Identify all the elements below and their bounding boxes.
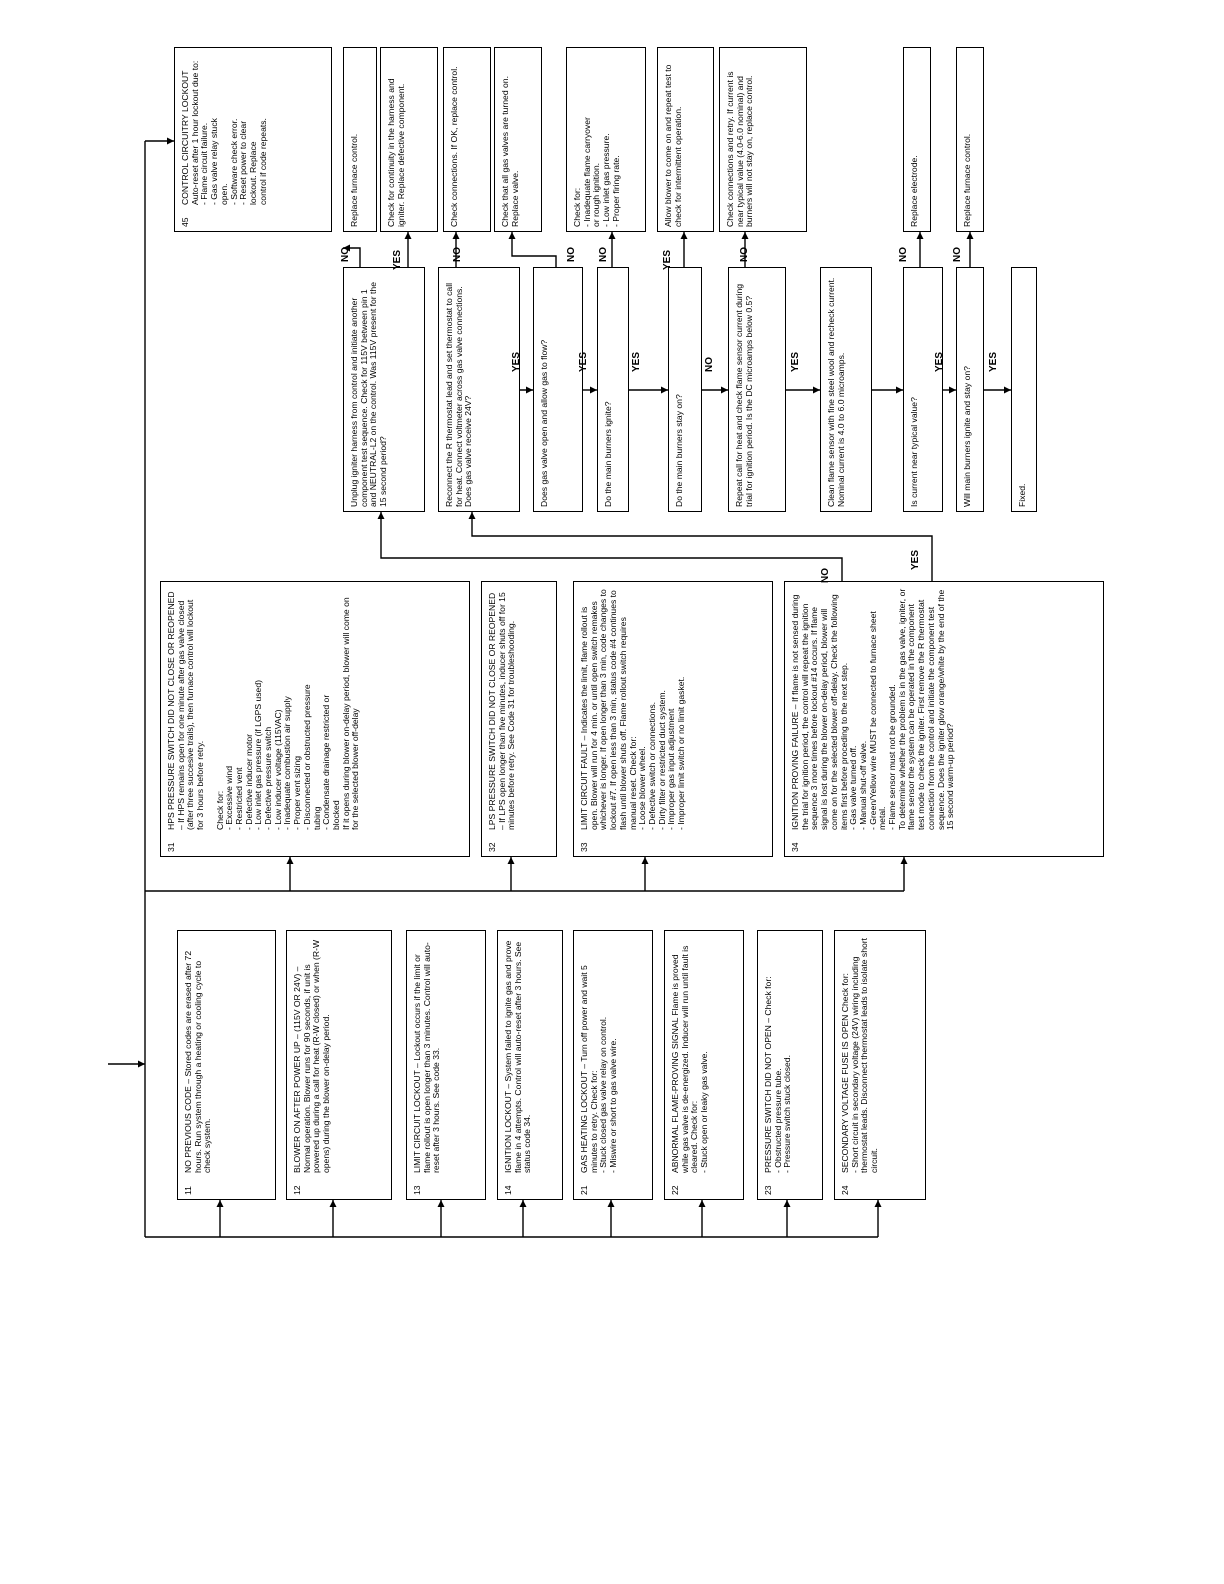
yes-label: YES xyxy=(790,351,801,372)
arrowhead xyxy=(167,138,174,145)
status-code-11-box xyxy=(177,930,276,1200)
connector-line-13 xyxy=(381,512,842,581)
diagnostic-step-3-box xyxy=(533,267,583,512)
arrowhead xyxy=(405,232,412,239)
status-code-22-box xyxy=(664,930,744,1200)
action-text: Replace furnace control. xyxy=(349,133,359,227)
box-content xyxy=(344,268,425,512)
diagnostic-step-10-box xyxy=(1011,267,1037,512)
action-text: Replace furnace control. xyxy=(962,133,972,227)
yes-label: YES xyxy=(662,249,673,270)
arrowhead xyxy=(608,1200,615,1207)
status-code-32-box xyxy=(481,581,557,857)
action-5-box xyxy=(566,47,646,232)
status-code-number: 12 xyxy=(292,1185,302,1195)
arrowhead xyxy=(330,1200,337,1207)
no-label: NO xyxy=(452,247,463,262)
box-content xyxy=(904,268,943,512)
status-code-description: CONTROL CIRCUITRY LOCKOUT Auto-reset after 1 hour lockout due to: - Flame circuit failure. - Gas valve relay stuck open. - Software check error. - Reset power to clear lockout. Replace control if code repeats. xyxy=(180,60,268,205)
status-code-45-box xyxy=(174,47,332,232)
box-content xyxy=(729,268,786,512)
diagnostic-step-4-box xyxy=(597,267,629,512)
arrowhead xyxy=(520,1200,527,1207)
step-question: Reconnect the R thermostat lead and set thermostat to call for heat. Connect voltmeter across gas valve connections. Does gas valve receive 24V? xyxy=(444,282,474,507)
action-text: Check connections and retry. If current is near typical value (4.0-6.0 nominal) and burners will not stay on, replace control. xyxy=(725,71,755,227)
box-content xyxy=(498,931,563,1200)
no-label: NO xyxy=(704,357,715,372)
yes-label: YES xyxy=(988,351,999,372)
status-code-number: 32 xyxy=(487,842,497,852)
arrowhead xyxy=(453,232,460,239)
status-code-33-box xyxy=(573,581,773,857)
status-code-number: 11 xyxy=(183,1186,193,1195)
action-text: Check that all gas valves are turned on. Replace valve. xyxy=(500,76,520,227)
status-code-description: PRESSURE SWITCH DID NOT OPEN – Check for: - Obstructed pressure tube. - Pressure switch stuck closed. xyxy=(763,976,793,1173)
connector-line-14 xyxy=(472,512,932,581)
box-content xyxy=(720,48,807,232)
status-code-description: IGNITION LOCKOUT – System failed to ignite gas and prove flame in 4 attempts. Control will auto-reset after 3 hours. See status code 34. xyxy=(503,940,533,1173)
arrowhead xyxy=(509,232,516,239)
action-2-box xyxy=(380,47,438,232)
box-content xyxy=(658,48,714,232)
no-label: NO xyxy=(598,247,609,262)
diagnostic-step-1-box xyxy=(343,267,425,512)
box-content xyxy=(161,582,470,857)
action-text: Allow blower to come on and repeat test to check for intermittent operation. xyxy=(663,64,683,227)
arrowhead xyxy=(949,387,956,394)
box-content xyxy=(344,48,377,232)
arrowhead xyxy=(138,1061,145,1068)
status-code-number: 14 xyxy=(503,1185,513,1195)
arrowhead xyxy=(813,387,820,394)
status-code-description: SECONDARY VOLTAGE FUSE IS OPEN Check for: - Short circuit in secondary voltage (24V) wiring including thermostat leads. Disconnect thermostat leads to isolate short circuit. xyxy=(840,937,880,1173)
box-content xyxy=(665,931,744,1200)
status-code-description: LIMIT CIRCUIT LOCKOUT – Lockout occurs if the limit or flame rollout is open longer than 3 minutes. Control will auto-reset after 3 hours. See code 33. xyxy=(412,942,442,1173)
status-code-description: IGNITION PROVING FAILURE – If flame is not sensed during the trial for ignition period, the control will repeat the ignition sequence 3 more times before lockout #14 occurs. If flame signal is lost during the blower on-delay period, blower will come on for the selected blower off-delay. Check the following items first before proceding to the next step. - Gas valve turned off. - Manual shut-off valve. - Green/Yellow wire MUST be connected to furnace sheet metal. - Flame sensor must not be grounded. To determine whether the problem is in the gas valve, igniter, or flame sensor the system can be operated in the component test mode to check the igniter. First remove the R thermostat connection from the control and initiate the component test sequence. Does the igniter glow orange/white by the end of the 15 second warm-up period? xyxy=(790,588,956,830)
status-code-number: 23 xyxy=(763,1185,773,1195)
box-content xyxy=(957,48,984,232)
step-question: Clean flame sensor with fine steel wool and recheck current. Nominal current is 4.0 to 6.0 microamps. xyxy=(826,277,846,507)
step-question: Do the main burners ignite? xyxy=(603,401,613,507)
status-code-23-box xyxy=(757,930,823,1200)
box-content xyxy=(482,582,557,857)
box-content xyxy=(439,268,520,512)
box-content xyxy=(567,48,646,232)
arrowhead xyxy=(721,387,728,394)
arrowhead xyxy=(508,857,515,864)
arrowhead xyxy=(784,1200,791,1207)
box-content xyxy=(534,268,583,512)
box-content xyxy=(495,48,542,232)
yes-label: YES xyxy=(910,549,921,570)
box-content xyxy=(785,582,1104,857)
step-question: Is current near typical value? xyxy=(909,397,919,507)
box-content xyxy=(381,48,438,232)
arrowhead xyxy=(378,512,385,519)
no-label: NO xyxy=(820,568,831,583)
status-code-description: GAS HEATING LOCKOUT – Turn off power and wait 5 minutes to retry. Check for: - Stuck closed gas valve relay on control. - Miswire or short to gas valve wire. xyxy=(579,965,619,1173)
status-code-number: 31 xyxy=(166,842,176,852)
step-question: Will main burners ignite and stay on? xyxy=(962,366,972,507)
status-code-description: LPS PRESSURE SWITCH DID NOT CLOSE OR REOPENED – If LPS open longer than five minutes, inducer shuts off for 15 minutes before retry. See Code 31 for troubleshooding. xyxy=(487,592,517,830)
yes-label: YES xyxy=(578,351,589,372)
action-6-box xyxy=(657,47,714,232)
action-text: Check for continuity in the harness and igniter. Replace defective component. xyxy=(386,78,406,227)
arrowhead xyxy=(526,387,533,394)
step-question: Do the main burners stay on? xyxy=(674,394,684,507)
no-label: NO xyxy=(566,247,577,262)
arrowhead xyxy=(917,232,924,239)
arrowhead xyxy=(699,1200,706,1207)
arrowhead xyxy=(742,232,749,239)
box-content xyxy=(835,931,926,1200)
diagnostic-step-6-box xyxy=(728,267,786,512)
action-8-box xyxy=(903,47,931,232)
arrowhead xyxy=(642,857,649,864)
box-content xyxy=(669,268,702,512)
step-question: Does gas valve open and allow gas to flow? xyxy=(539,339,549,507)
step-question: Unplug igniter harness from control and initiate another component test sequence. Check for 115V between pin 1 and NEUTRAL-L2 on the control. Was 115V present for the 15 second period? xyxy=(349,282,389,507)
status-code-number: 24 xyxy=(840,1185,850,1195)
box-content xyxy=(178,931,276,1200)
no-label: NO xyxy=(952,247,963,262)
step-question: Repeat call for heat and check flame sensor current during trial for ignition period. Is the DC microamps below 0.5? xyxy=(734,283,754,507)
arrowhead xyxy=(661,387,668,394)
yes-label: YES xyxy=(511,351,522,372)
action-1-box xyxy=(343,47,377,232)
status-code-31-box xyxy=(160,581,470,857)
box-content xyxy=(287,931,392,1200)
arrowhead xyxy=(217,1200,224,1207)
box-content xyxy=(574,931,653,1200)
status-code-12-box xyxy=(286,930,392,1200)
status-code-number: 33 xyxy=(579,842,589,852)
arrowhead xyxy=(901,857,908,864)
box-content xyxy=(407,931,486,1200)
action-9-box xyxy=(956,47,984,232)
arrowhead xyxy=(287,857,294,864)
diagnostic-step-7-box xyxy=(820,267,872,512)
box-content xyxy=(444,48,491,232)
arrowhead xyxy=(896,387,903,394)
box-content xyxy=(1012,268,1037,512)
action-text: Check connections. If OK, replace control. xyxy=(449,66,459,227)
status-code-13-box xyxy=(406,930,486,1200)
yes-label: YES xyxy=(392,249,403,270)
arrowhead xyxy=(609,232,616,239)
box-content xyxy=(175,48,332,232)
yes-label: YES xyxy=(631,351,642,372)
no-label: NO xyxy=(898,247,909,262)
status-code-number: 21 xyxy=(579,1185,589,1195)
status-code-24-box xyxy=(834,930,926,1200)
action-3-box xyxy=(443,47,491,232)
arrowhead xyxy=(681,232,688,239)
diagnostic-step-2-box xyxy=(438,267,520,512)
status-code-description: BLOWER ON AFTER POWER UP – (115V OR 24V) – Normal operation. Blower runs for 90 seconds, if unit is powered up during a call for heat (R-W closed) or when (R-W opens) during the blower on-delay period. xyxy=(292,939,332,1173)
box-content xyxy=(904,48,931,232)
action-text: Replace electrode. xyxy=(909,155,919,227)
action-4-box xyxy=(494,47,542,232)
arrowhead xyxy=(438,1200,445,1207)
diagnostic-step-5-box xyxy=(668,267,702,512)
step-question: Fixed. xyxy=(1017,483,1027,507)
box-content xyxy=(957,268,984,512)
no-label: NO xyxy=(340,247,351,262)
status-code-number: 13 xyxy=(412,1185,422,1195)
arrowhead xyxy=(590,387,597,394)
box-content xyxy=(598,268,629,512)
status-code-number: 45 xyxy=(180,217,190,227)
diagnostic-step-9-box xyxy=(956,267,984,512)
status-code-number: 34 xyxy=(790,842,800,852)
status-code-number: 22 xyxy=(670,1185,680,1195)
no-label: NO xyxy=(739,247,750,262)
status-code-description: HPS PRESSURE SWITCH DID NOT CLOSE OR REOPENED – If HPS remains open for one minute after gas valve closed (after three succesive trails), then furnace control will lockout for 3 hours before retry. Check for: - Excessive wind - Restricted vent - Defective inducer motor - Low inlet gas pressure (if LGPS used) - Defective pressure switch - Low inducer voltage (115VAC) - Inadequate combustion air supply - Proper vent sizing - Disconnected or obstructed pressure tubing - Condensate drainage restricted or blocked If it opens during blower on-delay period, blower will come on for the selected blower off-delay xyxy=(166,591,361,830)
box-content xyxy=(758,931,823,1200)
status-code-34-box xyxy=(784,581,1104,857)
box-content xyxy=(574,582,773,857)
arrowhead xyxy=(1004,387,1011,394)
action-7-box xyxy=(719,47,807,232)
yes-label: YES xyxy=(934,351,945,372)
arrowhead xyxy=(967,232,974,239)
status-code-description: ABNORMAL FLAME-PROVING SIGNAL Flame is proved while gas valve is de-energized. Inducer will run until fault is cleared. Check for: - Stuck open or leaky gas valve. xyxy=(670,945,710,1173)
status-code-description: LIMIT CIRCUIT FAULT – Indicates the limit, flame rollout is open. Blower will run for 4 min. or until open switch remakes whichever is longer. If open longer than 3 min, code changes to lockout #7. If open less than 3 min, status code #4 continues to flash until blower shuts off. Flame rollout switch requires manual reset. Check for: - Loose blower wheel. - Defective switch or connections. - Dirty filter or restricted duct system. - Improper gas input adjustment - Improper limit switch or no limit gasket. xyxy=(579,589,687,830)
status-code-14-box xyxy=(497,930,563,1200)
action-text: Check for: - Inadequate flame carryover or rough ignition. - Low inlet gas pressure. - Proper firing rate. xyxy=(572,117,621,227)
status-code-description: NO PREVIOUS CODE – Stored codes are erased after 72 hours. Run system through a heating or cooling cycle to check system. xyxy=(183,950,213,1173)
diagnostic-step-8-box xyxy=(903,267,943,512)
connector-line-26 xyxy=(512,232,556,267)
arrowhead xyxy=(469,512,476,519)
box-content xyxy=(821,268,872,512)
status-code-21-box xyxy=(573,930,653,1200)
arrowhead xyxy=(875,1200,882,1207)
